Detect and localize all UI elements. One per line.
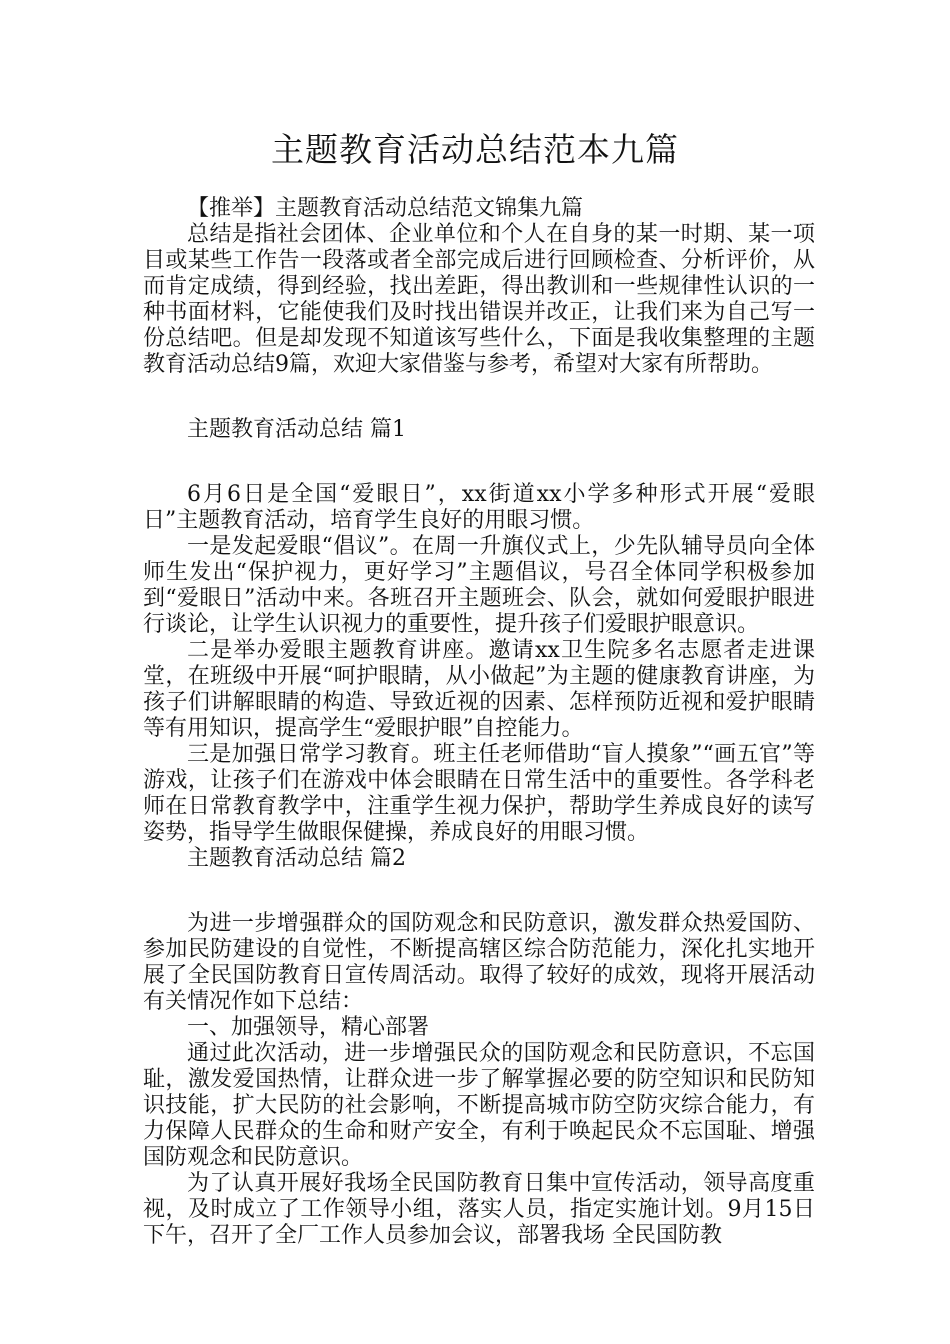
spacer	[143, 443, 815, 469]
section-2-paragraph: 通过此次活动，进一步增强民众的国防观念和民防意识，不忘国耻，激发爱国热情，让群众进一步了解掌握必要的防空知识和民防知识技能，扩大民防的社会影响，不断提高城市防空防灾综合能力，有力保障人民群众的生命和财产安全，有利于唤起民众不忘国耻、增强国防观念和民防意识。	[143, 1041, 815, 1170]
section-1-paragraph: 二是举办爱眼主题教育讲座。邀请xx卫生院多名志愿者走进课堂，在班级中开展“呵护眼睛，从小做起”为主题的健康教育讲座，为孩子们讲解眼睛的构造、导致近视的因素、怎样预防近视和爱护眼睛等有用知识，提高学生“爱眼护眼”自控能力。	[143, 638, 815, 741]
section-2-paragraph: 为进一步增强群众的国防观念和民防意识，激发群众热爱国防、参加民防建设的自觉性，不断提高辖区综合防范能力，深化扎实地开展了全民国防教育日宣传周活动。取得了较好的成效，现将开展活动有关情况作如下总结：	[143, 911, 815, 1014]
spacer	[143, 404, 815, 417]
spacer	[143, 378, 815, 404]
document-title: 主题教育活动总结范本九篇	[271, 130, 679, 169]
recommend-line: 【推举】主题教育活动总结范文锦集九篇	[187, 196, 584, 221]
spacer	[143, 898, 815, 911]
section-2-paragraph: 为了认真开展好我场全民国防教育日集中宣传活动，领导高度重视，及时成立了工作领导小组，落实人员，指定实施计划。9月15日下午，召开了全厂工作人员参加会议，部署我场 全民国防教	[143, 1171, 815, 1248]
section-1-paragraph: 一是发起爱眼“倡议”。在周一升旗仪式上，少先队辅导员向全体师生发出“保护视力，更好学习”主题倡议，号召全体同学积极参加到“爱眼日”活动中来。各班召开主题班会、队会，就如何爱眼护眼进行谈论，让学生认识视力的重要性，提升孩子们爱眼护眼意识。	[143, 534, 815, 637]
spacer	[143, 872, 815, 898]
section-1-paragraph: 6月6日是全国“爱眼日”，xx街道xx小学多种形式开展“爱眼日”主题教育活动，培育学生良好的用眼习惯。	[143, 482, 815, 533]
section-2-subheading: 一、加强领导，精心部署	[187, 1015, 430, 1040]
document-body	[143, 196, 815, 1249]
section-heading-2: 主题教育活动总结 篇2	[187, 846, 406, 871]
section-1-paragraph: 三是加强日常学习教育。班主任老师借助“盲人摸象”“画五官”等游戏，让孩子们在游戏中体会眼睛在日常生活中的重要性。各学科老师在日常教育教学中，注重学生视力保护，帮助学生养成良好的读写姿势，指导学生做眼保健操，养成良好的用眼习惯。	[143, 742, 815, 845]
intro-paragraph: 总结是指社会团体、企业单位和个人在自身的某一时期、某一项目或某些工作告一段落或者全部完成后进行回顾检查、分析评价，从而肯定成绩，得到经验，找出差距，得出教训和一些规律性认识的一种书面材料，它能使我们及时找出错误并改正，让我们来为自己写一份总结吧。但是却发现不知道该写些什么，下面是我收集整理的主题教育活动总结9篇，欢迎大家借鉴与参考，希望对大家有所帮助。	[143, 222, 815, 377]
spacer	[143, 469, 815, 482]
section-heading-1: 主题教育活动总结 篇1	[187, 417, 406, 442]
